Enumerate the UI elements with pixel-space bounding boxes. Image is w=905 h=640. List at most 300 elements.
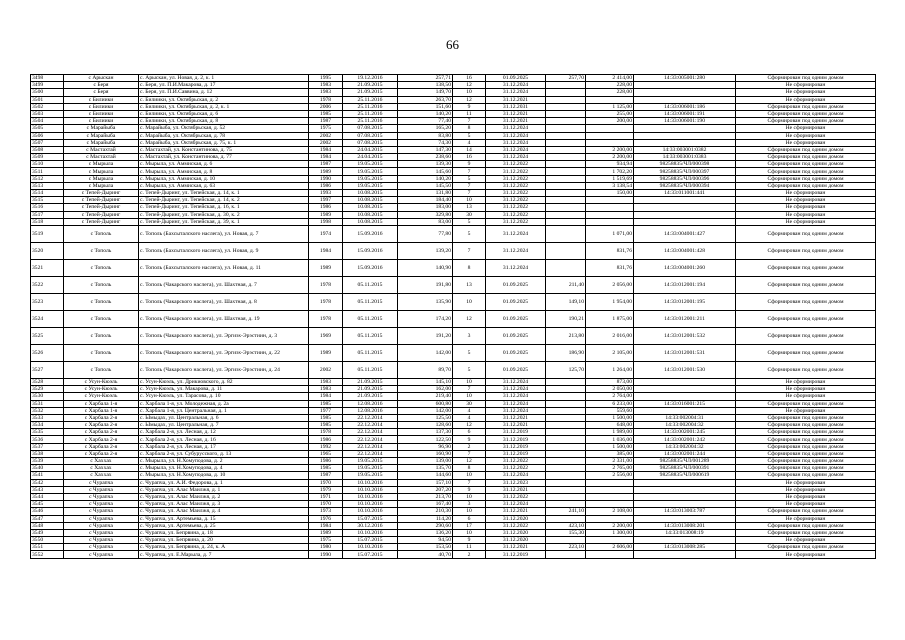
table-cell: 183,00: [398, 204, 453, 211]
table-cell: 7: [453, 182, 486, 189]
table-cell: 3515: [31, 197, 64, 204]
table-row: [31, 218, 876, 225]
table-cell: 831,76: [586, 259, 634, 276]
table-cell: с Чурапча: [64, 529, 139, 536]
table-cell: [634, 551, 736, 558]
table-cell: 31.12.2021: [486, 96, 546, 103]
table-cell: 2006: [309, 103, 343, 110]
table-cell: с. Тепей-Дыринг, ул. Тепейская, д. 39, к. 1: [139, 218, 309, 225]
table-cell: 21.09.2015: [343, 386, 398, 393]
table-cell: 114,20: [398, 515, 453, 522]
table-cell: 98258835/ЧЛ/000619: [634, 472, 736, 479]
table-cell: Не сформирован: [736, 82, 876, 89]
table-cell: с. Мырыла, ул. Аммиская, д. 8: [139, 168, 309, 175]
table-row: [31, 436, 876, 443]
table-cell: Не сформирован: [736, 139, 876, 146]
table-cell: Сформирован под одним домом: [736, 344, 876, 361]
table-cell: 3498: [31, 75, 64, 82]
table-cell: с. Тепей-Дыринг, ул. Тепейская, д. 14, к. 1: [139, 190, 309, 197]
table-row: [31, 393, 876, 400]
table-cell: 2002: [309, 361, 343, 378]
table-cell: 155,30: [546, 529, 586, 536]
table-cell: 15.09.2016: [343, 225, 398, 242]
table-cell: с Чурапча: [64, 501, 139, 508]
table-cell: [546, 125, 586, 132]
table-cell: 10.10.2016: [343, 501, 398, 508]
table-cell: 83,80: [398, 132, 453, 139]
table-cell: с Харбала 1-я: [64, 407, 139, 414]
table-cell: 9: [453, 486, 486, 493]
table-cell: [586, 211, 634, 218]
table-cell: с. Чурапча, ул. Алас Маилжя, д. 2: [139, 493, 309, 500]
table-cell: 2 200,00: [586, 522, 634, 529]
table-cell: 12: [453, 82, 486, 89]
table-cell: 219,40: [398, 393, 453, 400]
table-cell: с. Тополь (Чакарского наслега), ул. Шахтная, д. 7: [139, 276, 309, 293]
table-cell: [634, 386, 736, 393]
table-row: [31, 182, 876, 189]
table-cell: 31.12.2024: [486, 146, 546, 153]
table-cell: 3537: [31, 443, 64, 450]
table-row: [31, 378, 876, 385]
table-cell: 01.09.2025: [486, 344, 546, 361]
table-cell: [546, 110, 586, 117]
table-cell: с. Тополь (Чакарского наслега), ул. Шахтная, д. 19: [139, 310, 309, 327]
table-cell: 149,10: [546, 293, 586, 310]
table-cell: [546, 465, 586, 472]
table-cell: Сформирован под одним домом: [736, 182, 876, 189]
table-cell: 5: [453, 225, 486, 242]
table-cell: 14:33:006001:191: [634, 110, 736, 117]
table-cell: Сформирован под одним домом: [736, 103, 876, 110]
table-cell: 3532: [31, 407, 64, 414]
table-cell: 1978: [309, 429, 343, 436]
table-cell: 1986: [309, 204, 343, 211]
table-cell: 98258835/ЧЛ/001289: [634, 458, 736, 465]
table-row: [31, 479, 876, 486]
table-row: [31, 515, 876, 522]
table-cell: [546, 378, 586, 385]
table-cell: 3544: [31, 493, 64, 500]
table-cell: 228,00: [586, 89, 634, 96]
table-cell: 19.05.2015: [343, 161, 398, 168]
table-cell: с. Харбала 2-я, ул. Субурусского, д. 13: [139, 450, 309, 457]
table-row: [31, 422, 876, 429]
table-cell: [586, 479, 634, 486]
table-cell: 22.12.2014: [343, 450, 398, 457]
table-cell: 3533: [31, 414, 64, 421]
table-cell: 31.12.2024: [486, 132, 546, 139]
table-cell: с. Мырыла, ул. Н.Хомуподова, д. 4: [139, 465, 309, 472]
table-cell: 19.05.2015: [343, 175, 398, 182]
table-cell: 174,20: [398, 310, 453, 327]
table-cell: с Тополь: [64, 361, 139, 378]
table-cell: с. Билиики, ул. Октябрьская, д. 8: [139, 118, 309, 125]
table-row: [31, 154, 876, 161]
table-cell: 3512: [31, 175, 64, 182]
table-row: [31, 139, 876, 146]
table-cell: 2: [453, 443, 486, 450]
table-cell: 8: [453, 125, 486, 132]
table-cell: 385,00: [586, 450, 634, 457]
table-cell: 3505: [31, 125, 64, 132]
table-cell: 10: [453, 197, 486, 204]
table-cell: 1 264,00: [586, 361, 634, 378]
table-cell: 3541: [31, 472, 64, 479]
table-cell: 1974: [309, 225, 343, 242]
table-cell: 140,20: [398, 175, 453, 182]
table-cell: [546, 225, 586, 242]
table-cell: 31.12.2019: [486, 450, 546, 457]
table-cell: с Чурапча: [64, 493, 139, 500]
table-cell: 1984: [309, 393, 343, 400]
table-cell: [634, 501, 736, 508]
table-cell: 1978: [309, 96, 343, 103]
table-cell: 31.12.2024: [486, 82, 546, 89]
table-cell: 139,30: [398, 161, 453, 168]
table-cell: 10.08.2015: [343, 204, 398, 211]
table-cell: 5: [453, 218, 486, 225]
table-row: [31, 344, 876, 361]
table-cell: [546, 436, 586, 443]
table-row: [31, 508, 876, 515]
table-cell: 6: [453, 515, 486, 522]
table-cell: 10: [453, 89, 486, 96]
table-cell: с. Харбала 1-я, ул. Молодежная, д. 2а: [139, 400, 309, 407]
table-cell: [634, 89, 736, 96]
table-cell: 10.10.2016: [343, 479, 398, 486]
table-cell: 3540: [31, 465, 64, 472]
table-cell: 423,10: [546, 522, 586, 529]
table-cell: 150,00: [586, 190, 634, 197]
table-cell: 10: [453, 529, 486, 536]
table-cell: 1978: [309, 310, 343, 327]
table-cell: 31.12.2022: [486, 197, 546, 204]
table-cell: 4: [453, 414, 486, 421]
table-cell: 31.12.2024: [486, 400, 546, 407]
table-cell: [546, 537, 586, 544]
table-row: [31, 472, 876, 479]
table-cell: с Тополь: [64, 293, 139, 310]
table-cell: Сформирован под одним домом: [736, 436, 876, 443]
table-cell: [546, 89, 586, 96]
table-cell: 2 200,00: [586, 154, 634, 161]
table-cell: 2 105,00: [586, 344, 634, 361]
table-cell: 145,10: [398, 378, 453, 385]
table-cell: с. Чурапча, ул. Алас Маилжя, д. 3: [139, 501, 309, 508]
table-cell: 1986: [309, 436, 343, 443]
table-cell: 1985: [309, 414, 343, 421]
table-cell: 138,50: [398, 82, 453, 89]
table-cell: 122,50: [398, 436, 453, 443]
table-cell: с. Харбала 2-я, ул. Лесная, д. 16: [139, 436, 309, 443]
table-cell: с. Тепей-Дыринг, ул. Тепейская, д. 16, к. 1: [139, 204, 309, 211]
table-cell: 10.08.2015: [343, 197, 398, 204]
table-cell: 2 556,00: [586, 472, 634, 479]
table-cell: 11: [453, 544, 486, 551]
table-cell: 125,50: [398, 414, 453, 421]
table-cell: [586, 515, 634, 522]
table-cell: 98258835/ЧЛ/000396: [634, 175, 736, 182]
table-cell: 74,30: [398, 139, 453, 146]
table-cell: Не сформирован: [736, 515, 876, 522]
table-cell: 2 764,00: [586, 393, 634, 400]
table-cell: 96,90: [398, 443, 453, 450]
table-cell: 257,71: [398, 75, 453, 82]
table-cell: 12: [453, 96, 486, 103]
table-cell: 3514: [31, 190, 64, 197]
table-cell: 7: [453, 168, 486, 175]
table-cell: 213,80: [546, 327, 586, 344]
table-cell: с Тепей-Дыринг: [64, 197, 139, 204]
table-cell: 10: [453, 378, 486, 385]
table-cell: Сформирован под одним домом: [736, 259, 876, 276]
table-cell: с Тополь: [64, 344, 139, 361]
table-cell: 14:33:002004:32: [634, 422, 736, 429]
table-cell: [546, 486, 586, 493]
table-cell: 1984: [309, 154, 343, 161]
table-cell: 14:33:012001:531: [634, 344, 736, 361]
table-cell: 186,90: [546, 344, 586, 361]
table-row: [31, 168, 876, 175]
table-cell: 1 519,69: [586, 175, 634, 182]
table-cell: [634, 479, 736, 486]
table-cell: 1995: [309, 75, 343, 82]
table-cell: [634, 537, 736, 544]
table-cell: 151,60: [398, 103, 453, 110]
table-cell: 1983: [309, 89, 343, 96]
table-cell: 131,80: [398, 190, 453, 197]
table-cell: 3543: [31, 486, 64, 493]
table-cell: с. Ымыдах, ул. Центральная, д. 7: [139, 422, 309, 429]
table-cell: [546, 458, 586, 465]
table-cell: 3547: [31, 515, 64, 522]
table-cell: 31.12.2024: [486, 393, 546, 400]
table-cell: [546, 197, 586, 204]
table-cell: с Чурапча: [64, 551, 139, 558]
table-cell: с. Мырыла, ул. Н.Хомуподова, д. 10: [139, 472, 309, 479]
table-cell: 14:33:002001:245: [634, 429, 736, 436]
table-cell: 3551: [31, 544, 64, 551]
table-row: [31, 197, 876, 204]
table-cell: 14:33:011001:441: [634, 190, 736, 197]
table-cell: 31.12.2024: [486, 125, 546, 132]
table-cell: с. Марайыба, ул. Октябрьская, д. 78: [139, 132, 309, 139]
table-cell: Сформирован под одним домом: [736, 75, 876, 82]
table-cell: 7: [453, 450, 486, 457]
table-cell: 213,70: [398, 493, 453, 500]
table-cell: 25.11.2016: [343, 96, 398, 103]
table-cell: 2 414,00: [586, 75, 634, 82]
table-cell: с Чурапча: [64, 508, 139, 515]
table-cell: Не сформирован: [736, 89, 876, 96]
table-cell: 07.08.2015: [343, 132, 398, 139]
table-cell: 15.07.2015: [343, 515, 398, 522]
table-cell: 30: [453, 211, 486, 218]
table-cell: 1970: [309, 479, 343, 486]
table-cell: с. Чурапча, ул. Е.Марыла, д. 7: [139, 551, 309, 558]
table-row: [31, 125, 876, 132]
table-cell: 31.12.2024: [486, 154, 546, 161]
table-row: [31, 146, 876, 153]
table-cell: 1977: [309, 407, 343, 414]
table-cell: 6 233,00: [586, 400, 634, 407]
table-cell: 01.09.2025: [486, 310, 546, 327]
table-cell: 9: [453, 161, 486, 168]
table-cell: 31.12.2024: [486, 472, 546, 479]
table-cell: [546, 259, 586, 276]
table-cell: 3549: [31, 529, 64, 536]
table-cell: [546, 96, 586, 103]
table-row: [31, 414, 876, 421]
table-row: [31, 407, 876, 414]
table-cell: 153,50: [398, 544, 453, 551]
table-cell: 98258835/ЧЛ/000391: [634, 465, 736, 472]
table-cell: с. Тополь (Чакарского наслега), ул. Эргиэх-Эрэстиин, д. 22: [139, 344, 309, 361]
table-row: [31, 190, 876, 197]
table-cell: 145,60: [398, 168, 453, 175]
table-cell: [546, 218, 586, 225]
table-cell: 25.11.2016: [343, 103, 398, 110]
table-cell: Не сформирован: [736, 218, 876, 225]
table-cell: 2002: [309, 139, 343, 146]
table-cell: с. Марайыба, ул. Октябрьская, д. 52: [139, 125, 309, 132]
table-cell: Не сформирован: [736, 211, 876, 218]
table-cell: 3519: [31, 225, 64, 242]
table-cell: [546, 132, 586, 139]
table-cell: [634, 493, 736, 500]
table-cell: [546, 515, 586, 522]
table-cell: 11: [453, 110, 486, 117]
table-cell: 7: [453, 118, 486, 125]
table-row: [31, 242, 876, 259]
table-cell: 31.12.2021: [486, 118, 546, 125]
table-cell: 24.04.2015: [343, 154, 398, 161]
table-cell: с Арыскан: [64, 75, 139, 82]
table-cell: 3517: [31, 211, 64, 218]
table-cell: 07.08.2015: [343, 125, 398, 132]
table-cell: с Харбала 2-я: [64, 443, 139, 450]
table-cell: 14:33:016001:215: [634, 400, 736, 407]
table-cell: 3520: [31, 242, 64, 259]
table-cell: 31.12.2020: [486, 537, 546, 544]
table-cell: 07.08.2015: [343, 139, 398, 146]
table-cell: с. Харбала 2-я, ул. Лесная, д. 17: [139, 443, 309, 450]
table-cell: с. Чурапча, ул. Артемьева, д. 15: [139, 515, 309, 522]
table-cell: 14:33:002001:242: [634, 436, 736, 443]
table-cell: [546, 242, 586, 259]
table-cell: 1984: [309, 522, 343, 529]
table-cell: 1970: [309, 501, 343, 508]
table-cell: 21.09.2015: [343, 82, 398, 89]
table-cell: 3546: [31, 508, 64, 515]
table-cell: 1 875,00: [586, 310, 634, 327]
table-cell: с Чурапча: [64, 544, 139, 551]
table-cell: [586, 551, 634, 558]
table-cell: [546, 146, 586, 153]
table-cell: с. Чурапча, ул. Бепрвина, д. 18: [139, 529, 309, 536]
table-cell: с Билиики: [64, 118, 139, 125]
table-cell: Сформирован под одним домом: [736, 361, 876, 378]
table-cell: 12: [453, 310, 486, 327]
table-cell: 31.12.2022: [486, 168, 546, 175]
table-row: [31, 259, 876, 276]
table-cell: с Марайыба: [64, 132, 139, 139]
table-cell: с Хаххах: [64, 465, 139, 472]
table-cell: 165,20: [398, 125, 453, 132]
table-cell: 3535: [31, 429, 64, 436]
table-cell: 648,00: [586, 422, 634, 429]
table-cell: 184,40: [398, 197, 453, 204]
table-row: [31, 443, 876, 450]
table-cell: Сформирован под одним домом: [736, 465, 876, 472]
table-cell: 83,00: [398, 218, 453, 225]
table-cell: 3526: [31, 344, 64, 361]
table-cell: 3502: [31, 103, 64, 110]
table-cell: с Хаххах: [64, 458, 139, 465]
table-cell: 1 702,20: [586, 168, 634, 175]
table-cell: 05.11.2015: [343, 361, 398, 378]
table-cell: 210,30: [398, 508, 453, 515]
table-cell: 98258835/ЧЛ/000394: [634, 182, 736, 189]
table-cell: [586, 493, 634, 500]
table-cell: с. Ымыдах, ул. Центральная, д. 6: [139, 414, 309, 421]
table-cell: [586, 125, 634, 132]
table-cell: 3513: [31, 182, 64, 189]
table-cell: 3500: [31, 89, 64, 96]
table-cell: [546, 82, 586, 89]
table-cell: 3508: [31, 146, 64, 153]
table-row: [31, 118, 876, 125]
table-cell: с Чурапча: [64, 537, 139, 544]
table-cell: 1989: [309, 259, 343, 276]
table-cell: с Мырыла: [64, 182, 139, 189]
table-cell: 1 125,00: [586, 103, 634, 110]
table-cell: 167,40: [398, 501, 453, 508]
table-cell: с. Тополь (Бахсыталского наслега), ул. Новая, д. 7: [139, 225, 309, 242]
table-cell: 10: [453, 293, 486, 310]
table-cell: с Беря: [64, 89, 139, 96]
table-cell: 223,10: [546, 544, 586, 551]
table-cell: Не сформирован: [736, 386, 876, 393]
table-cell: [586, 204, 634, 211]
table-cell: 3503: [31, 110, 64, 117]
table-cell: 191,80: [398, 276, 453, 293]
table-cell: 31.12.2021: [486, 486, 546, 493]
table-row: [31, 175, 876, 182]
table-cell: [546, 393, 586, 400]
table-cell: Не сформирован: [736, 125, 876, 132]
table-cell: [546, 103, 586, 110]
table-cell: 14:33:004001:428: [634, 242, 736, 259]
table-cell: [586, 96, 634, 103]
table-cell: 15.07.2015: [343, 537, 398, 544]
table-row: [31, 82, 876, 89]
table-cell: 873,00: [586, 378, 634, 385]
table-cell: 30: [453, 400, 486, 407]
table-cell: 14:33:013008:285: [634, 544, 736, 551]
table-cell: [546, 118, 586, 125]
table-cell: 3530: [31, 393, 64, 400]
table-cell: 135,70: [398, 465, 453, 472]
table-cell: Не сформирован: [736, 204, 876, 211]
table-cell: 3: [453, 327, 486, 344]
table-cell: с Тополь: [64, 225, 139, 242]
table-cell: 31.12.2022: [486, 493, 546, 500]
table-cell: 14:33:013003:787: [634, 508, 736, 515]
table-cell: 1987: [309, 118, 343, 125]
table-cell: Сформирован под одним домом: [736, 310, 876, 327]
